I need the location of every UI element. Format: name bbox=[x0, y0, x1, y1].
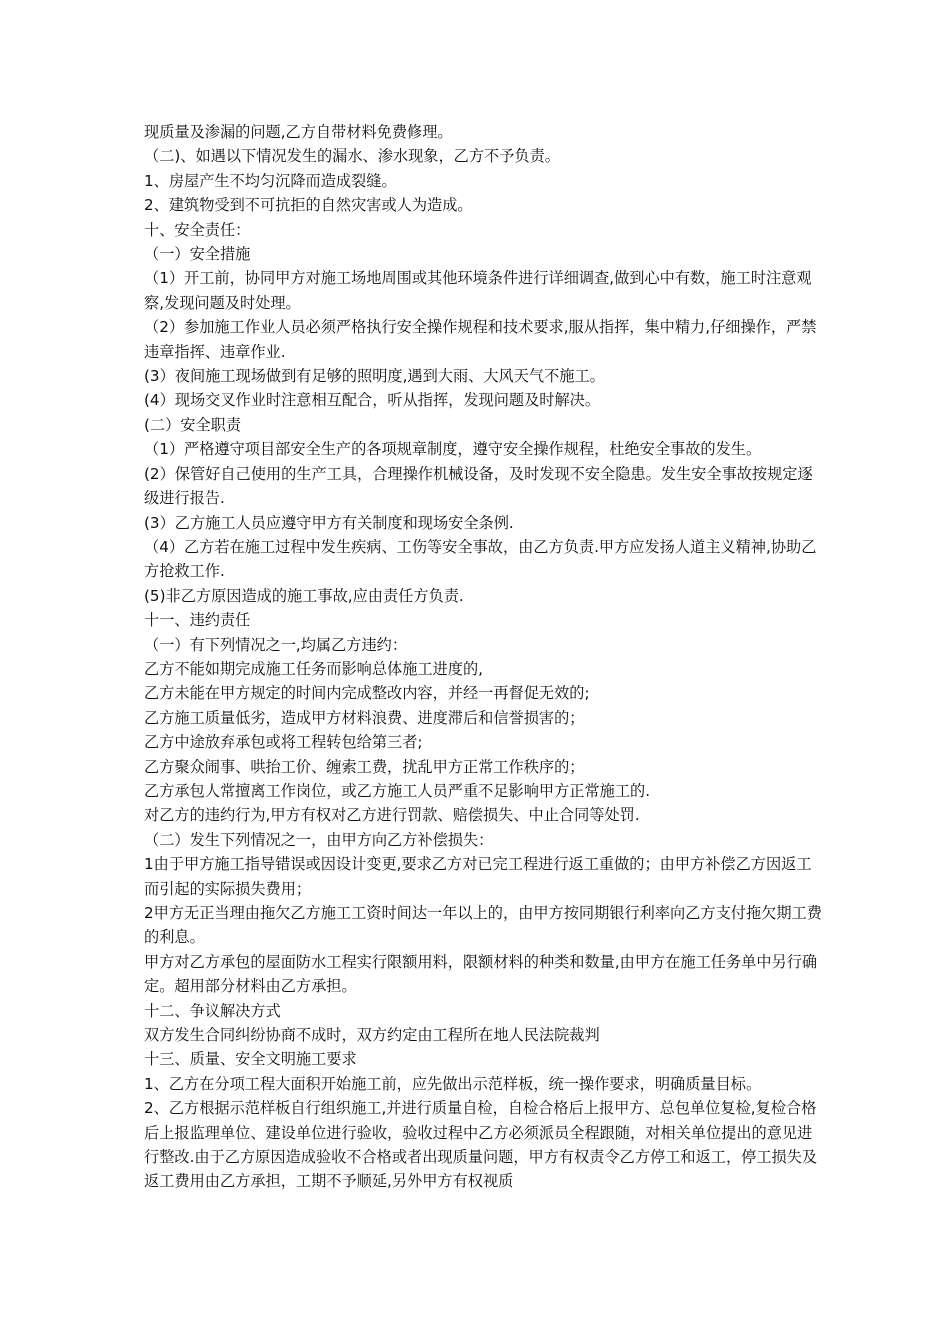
paragraph: (2）保管好自己使用的生产工具，合理操作机械设备，及时发现不安全隐患。发生安全事故按规定逐级进行报告. bbox=[144, 464, 813, 508]
paragraph: 2甲方无正当理由拖欠乙方施工工资时间达一年以上的，由甲方按同期银行利率向乙方支付拖欠期工费的利息。 bbox=[144, 904, 822, 947]
paragraph: （二)、如遇以下情况发生的漏水、渗水现象，乙方不予负责。 bbox=[144, 147, 560, 166]
paragraph: 十三、质量、安全文明施工要求 bbox=[144, 1050, 357, 1069]
paragraph: 十、安全责任： bbox=[144, 220, 251, 239]
paragraph: 乙方聚众闹事、哄抬工价、缠索工费，扰乱甲方正常工作秩序的； bbox=[144, 757, 585, 776]
paragraph: 2、建筑物受到不可抗拒的自然灾害或人为造成。 bbox=[144, 196, 473, 215]
paragraph: 1、房屋产生不均匀沉降而造成裂缝。 bbox=[144, 171, 397, 190]
paragraph: (4）现场交叉作业时注意相互配合，听从指挥，发现问题及时解决。 bbox=[144, 391, 601, 410]
paragraph: (3）夜间施工现场做到有足够的照明度,遇到大雨、大风天气不施工。 bbox=[144, 367, 605, 386]
paragraph: 1由于甲方施工指导错误或因设计变更,要求乙方对已完工程进行返工重做的；由甲方补偿乙方因返工而引起的实际损失费用； bbox=[144, 855, 812, 898]
paragraph: 十一、违约责任 bbox=[144, 611, 251, 630]
paragraph: 现质量及渗漏的问题,乙方自带材料免费修理。 bbox=[144, 123, 453, 141]
paragraph: 乙方不能如期完成施工任务而影响总体施工进度的, bbox=[144, 659, 483, 678]
paragraph: 乙方中途放弃承包或将工程转包给第三者; bbox=[144, 733, 423, 752]
paragraph: 双方发生合同纠纷协商不成时，双方约定由工程所在地人民法院裁判 bbox=[144, 1026, 600, 1045]
paragraph: (5)非乙方原因造成的施工事故,应由责任方负责. bbox=[144, 586, 464, 605]
paragraph: （二）发生下列情况之一，由甲方向乙方补偿损失： bbox=[144, 830, 494, 849]
paragraph: 甲方对乙方承包的屋面防水工程实行限额用料，限额材料的种类和数量,由甲方在施工任务单中另行确定。超用部分材料由乙方承担。 bbox=[144, 952, 818, 996]
paragraph: 2、乙方根据示范样板自行组织施工,并进行质量自检，自检合格后上报甲方、总包单位复检,复检合格后上报监理单位、建设单位进行验收，验收过程中乙方必须派员全程跟随，对相关单位提出的意见进行整改.由于乙方原因造成验收不合格或者出现质量问题，甲方有权责令乙方停工和返工，停工损失及返工费用由乙方承担，工期不予顺延,另外甲方有权视质 bbox=[144, 1099, 818, 1191]
paragraph: （1）开工前，协同甲方对施工场地周围或其他环境条件进行详细调查,做到心中有数，施工时注意观察,发现问题及时处理。 bbox=[144, 269, 812, 312]
paragraph: (3）乙方施工人员应遵守甲方有关制度和现场安全条例. bbox=[144, 513, 514, 532]
paragraph: （2）参加施工作业人员必须严格执行安全操作规程和技术要求,服从指挥，集中精力,仔细操作，严禁违章指挥、违章作业. bbox=[144, 318, 817, 361]
paragraph: （4）乙方若在施工过程中发生疾病、工伤等安全事故，由乙方负责.甲方应发扬人道主义精神,协助乙方抢救工作. bbox=[144, 537, 817, 581]
paragraph: （一）安全措施 bbox=[144, 245, 251, 264]
paragraph: 十二、争议解决方式 bbox=[144, 1001, 281, 1020]
paragraph: 1、乙方在分项工程大面积开始施工前，应先做出示范样板，统一操作要求，明确质量目标。 bbox=[144, 1074, 762, 1093]
paragraph: (二）安全职责 bbox=[144, 415, 242, 434]
paragraph: 乙方未能在甲方规定的时间内完成整改内容，并经一再督促无效的; bbox=[144, 684, 590, 703]
paragraph: 乙方承包人常擅离工作岗位，或乙方施工人员严重不足影响甲方正常施工的. bbox=[144, 781, 651, 800]
paragraph: （1）严格遵守项目部安全生产的各项规章制度，遵守安全操作规程，杜绝安全事故的发生。 bbox=[144, 440, 762, 459]
paragraph: （一）有下列情况之一,均属乙方违约： bbox=[144, 635, 408, 654]
document-body bbox=[144, 120, 824, 1194]
paragraph: 对乙方的违约行为,甲方有权对乙方进行罚款、赔偿损失、中止合同等处罚. bbox=[144, 806, 640, 825]
paragraph: 乙方施工质量低劣，造成甲方材料浪费、进度滞后和信誉损害的； bbox=[144, 708, 585, 727]
